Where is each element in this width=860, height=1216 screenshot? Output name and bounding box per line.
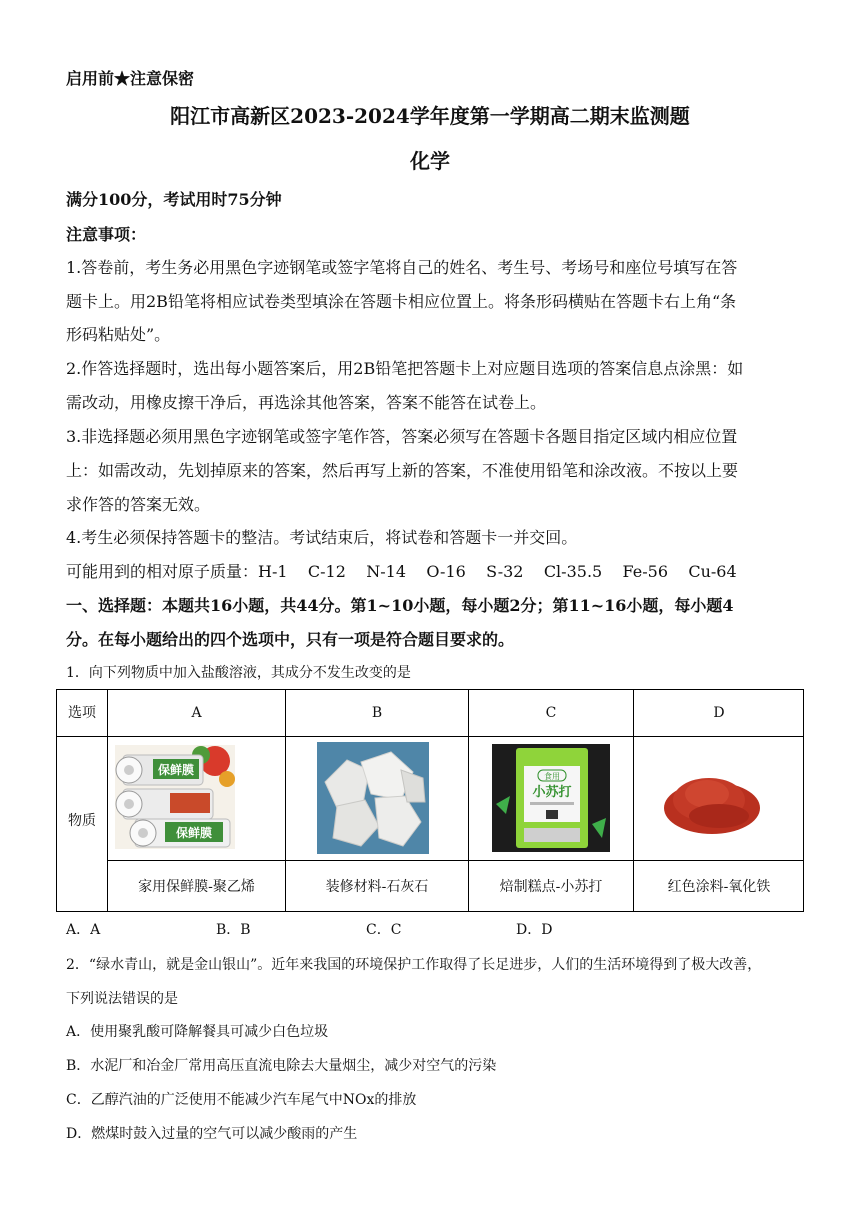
q1-option-a: A．A — [66, 922, 101, 938]
note-3-line: 3.非选择题必须用黑色字迹钢笔或签字笔作答，答案必须写在答题卡各题目指定区域内相应位置 — [66, 427, 738, 446]
notes-heading: 注意事项： — [66, 225, 147, 244]
table-header-label: 选项 — [68, 705, 96, 721]
wrap-label-text: 保鲜膜 — [157, 763, 195, 777]
column-header-b: B — [371, 705, 383, 721]
q2-option-b: B．水泥厂和冶金厂常用高压直流电除去大量烟尘，减少对空气的污染 — [66, 1058, 497, 1074]
wrap-label-text: 保鲜膜 — [175, 826, 213, 840]
soda-name-text: 小苏打 — [532, 785, 572, 800]
note-4: 4.考生必须保持答题卡的整洁。考试结束后，将试卷和答题卡一并交回。 — [66, 528, 578, 547]
confidential-label: 启用前★注意保密 — [66, 69, 195, 88]
note-1-line: 形码粘贴处”。 — [66, 325, 171, 344]
q1-option-d: D．D — [516, 922, 553, 938]
q2-option-a: A．使用聚乳酸可降解餐具可减少白色垃圾 — [66, 1024, 329, 1040]
subject-title: 化学 — [410, 149, 450, 173]
question-2-stem: 下列说法错误的是 — [66, 991, 178, 1007]
caption-d: 红色涂料-氧化铁 — [667, 879, 771, 895]
note-1-line: 1.答卷前，考生务必用黑色字迹钢笔或签字笔将自己的姓名、考生号、考场号和座位号填写在答 — [66, 258, 738, 277]
exam-info: 满分100分，考试用时75分钟 — [66, 190, 282, 209]
column-header-c: C — [545, 705, 557, 721]
question-1-table — [56, 689, 804, 912]
q1-option-c: C．C — [366, 922, 402, 938]
atomic-masses: 可能用到的相对原子质量：H-1 C-12 N-14 O-16 S-32 Cl-35.5 Fe-56 Cu-64 — [66, 562, 737, 581]
column-header-a: A — [191, 705, 202, 721]
column-header-d: D — [713, 705, 725, 721]
note-3-line: 求作答的答案无效。 — [66, 495, 211, 514]
question-1-stem: 1．向下列物质中加入盐酸溶液，其成分不发生改变的是 — [66, 665, 411, 681]
q2-option-c: C．乙醇汽油的广泛使用不能减少汽车尾气中NOx的排放 — [66, 1092, 417, 1108]
q2-option-d: D．燃煤时鼓入过量的空气可以减少酸雨的产生 — [66, 1126, 358, 1142]
caption-b: 装修材料-石灰石 — [325, 879, 429, 895]
q1-option-b: B．B — [216, 922, 251, 938]
baking-soda-image — [492, 744, 610, 852]
limestone-image — [317, 742, 429, 854]
iron-oxide-image — [657, 764, 767, 840]
soda-tag-text: 食用 — [544, 772, 560, 781]
note-3-line: 上：如需改动，先划掉原来的答案，然后再写上新的答案，不准使用铅笔和涂改液。不按以上要 — [66, 461, 739, 480]
row-label-substance: 物质 — [68, 813, 96, 829]
exam-title: 阳江市高新区2023-2024学年度第一学期高二期末监测题 — [170, 104, 690, 128]
caption-a: 家用保鲜膜-聚乙烯 — [138, 879, 255, 895]
note-1-line: 题卡上。用2B铅笔将相应试卷类型填涂在答题卡相应位置上。将条形码横贴在答题卡右上角“条 — [66, 292, 737, 311]
note-2-line: 需改动，用橡皮擦干净后，再选涂其他答案，答案不能答在试卷上。 — [66, 393, 547, 412]
caption-c: 焙制糕点-小苏打 — [499, 879, 603, 895]
cling-wrap-image — [115, 745, 235, 849]
section-1-heading: 一、选择题：本题共16小题，共44分。第1~10小题，每小题2分；第11~16小题，每小题4 — [66, 596, 734, 615]
note-2-line: 2.作答选择题时，选出每小题答案后，用2B铅笔把答题卡上对应题目选项的答案信息点涂黑：如 — [66, 359, 744, 378]
question-2-stem: 2．“绿水青山，就是金山银山”。近年来我国的环境保护工作取得了长足进步，人们的生活环境得到了极大改善， — [66, 957, 762, 973]
section-1-heading: 分。在每小题给出的四个选项中，只有一项是符合题目要求的。 — [66, 630, 515, 649]
